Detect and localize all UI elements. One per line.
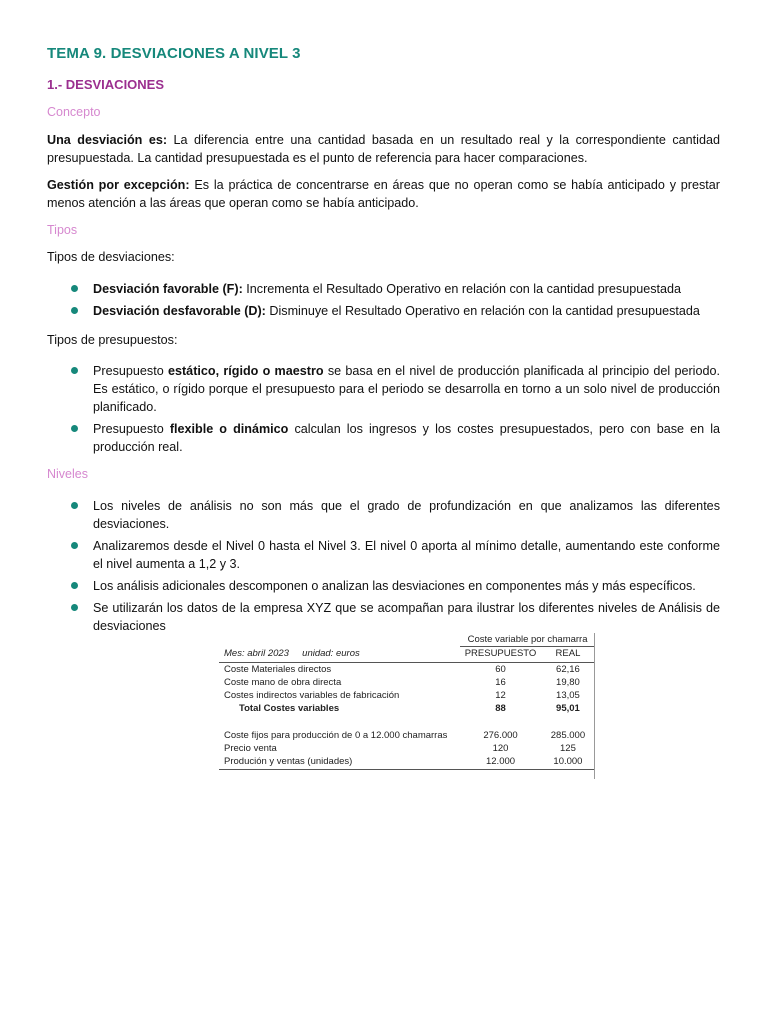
table-row — [219, 755, 595, 769]
paragraph-definicion — [47, 131, 720, 167]
row-real: 10.000 — [541, 755, 595, 769]
term-flexible: flexible o dinámico — [169, 422, 289, 436]
paragraph-gestion — [47, 176, 720, 212]
term-desfavorable: Desviación desfavorable (D): — [93, 304, 266, 318]
term-estatico: estático, rígido o maestro — [167, 364, 324, 378]
bullet-icon — [71, 367, 78, 374]
bullet-icon — [71, 542, 78, 549]
table-group-header: Coste variable por chamarra — [460, 633, 595, 647]
list-niveles — [47, 497, 720, 635]
list-item — [47, 420, 720, 456]
text-desfavorable: Disminuye el Resultado Operativo en relación con la cantidad presupuestada — [265, 304, 700, 318]
row-label: Total Costes variables — [239, 703, 340, 715]
row-real: 285.000 — [550, 729, 586, 741]
row-presupuesto: 12 — [495, 690, 506, 702]
bullet-icon — [71, 425, 78, 432]
row-label: Precio venta — [224, 743, 277, 755]
list-item — [47, 362, 720, 416]
bullet-icon — [71, 285, 78, 292]
row-real: 125 — [560, 743, 576, 755]
list-item — [47, 577, 720, 595]
text-niveles-4: Se utilizarán los datos de la empresa XYZ que se acompañan para ilustrar los diferentes niveles de Análisis de desviaciones — [93, 601, 720, 633]
text-prefix: Presupuesto — [93, 364, 168, 378]
list-item — [47, 497, 720, 533]
subheading-niveles: Niveles — [47, 467, 88, 481]
list-tipos-presupuestos — [47, 362, 720, 456]
table-unit: unidad: euros — [302, 648, 360, 660]
table-row-total — [219, 702, 595, 715]
table-right-border — [594, 633, 595, 779]
subheading-concepto: Concepto — [47, 105, 101, 119]
bullet-icon — [71, 307, 78, 314]
row-presupuesto: 276.000 — [483, 729, 518, 741]
row-label: Costes indirectos variables de fabricación — [224, 690, 400, 702]
row-label: Coste mano de obra directa — [224, 676, 342, 688]
table-row — [219, 742, 595, 755]
list-item — [47, 280, 720, 298]
table-row — [219, 662, 595, 676]
column-header-presupuesto: PRESUPUESTO — [464, 648, 537, 660]
text-favorable: Incrementa el Resultado Operativo en relación con la cantidad presupuestada — [242, 282, 682, 296]
row-label: Produción y ventas (unidades) — [219, 755, 460, 769]
row-real: 19,80 — [556, 676, 580, 688]
row-presupuesto: 60 — [495, 663, 506, 675]
section-heading-desviaciones: 1.- DESVIACIONES — [47, 77, 165, 92]
text-niveles-1: Los niveles de análisis no son más que el grado de profundización en que analizamos las diferentes desviaciones. — [93, 499, 720, 531]
bullet-icon — [71, 582, 78, 589]
tipos-presupuestos-intro: Tipos de presupuestos: — [47, 333, 178, 347]
table-month: Mes: abril 2023 — [224, 648, 289, 660]
term-favorable: Desviación favorable (F): — [93, 282, 243, 296]
row-presupuesto: 88 — [495, 703, 506, 715]
table-period-label — [219, 647, 460, 661]
list-item — [47, 302, 720, 320]
row-real: 13,05 — [556, 690, 580, 702]
definition-desviacion: La diferencia entre una cantidad basada en un resultado real y la correspondiente cantidad presupuestada. La cantidad presupuestada es el punto de referencia para hacer comparaciones. — [47, 133, 720, 165]
row-label: Coste Materiales directos — [224, 663, 332, 675]
row-presupuesto: 16 — [495, 676, 506, 688]
document-title: TEMA 9. DESVIACIONES A NIVEL 3 — [47, 45, 301, 62]
table-row — [219, 729, 595, 742]
row-real: 62,16 — [556, 663, 580, 675]
cost-data-table — [219, 633, 595, 779]
bullet-icon — [71, 502, 78, 509]
list-tipos-desviaciones — [47, 280, 720, 320]
table-row — [219, 676, 595, 689]
text-niveles-2: Analizaremos desde el Nivel 0 hasta el Nivel 3. El nivel 0 aporta al mínimo detalle, aumentando este conforme el nivel aumenta a 1,2 y 3. — [93, 539, 720, 571]
column-header-real: REAL — [555, 648, 581, 660]
text-flexible: calculan los ingresos y los costes presupuestados, pero con base en la producción real. — [93, 422, 721, 454]
row-presupuesto: 120 — [492, 743, 509, 755]
text-estatico: se basa en el nivel de producción planificada al principio del periodo. Es estático, o rígido porque el presupuesto para el periodo se desarrolla en torno a un solo nivel de producción planificado. — [93, 364, 720, 414]
list-item — [47, 599, 720, 635]
tipos-desviaciones-intro: Tipos de desviaciones: — [47, 250, 175, 264]
term-gestion: Gestión por excepción: — [47, 178, 190, 192]
row-real: 95,01 — [556, 703, 580, 715]
row-label: Coste fijos para producción de 0 a 12.000 chamarras — [224, 729, 448, 741]
text-niveles-3: Los análisis adicionales descomponen o analizan las desviaciones en componentes más y más específicos. — [93, 579, 696, 593]
list-item — [47, 537, 720, 573]
text-prefix: Presupuesto — [93, 422, 170, 436]
bullet-icon — [71, 604, 78, 611]
table-row — [219, 689, 595, 702]
definition-gestion: Es la práctica de concentrarse en áreas que no operan como se había anticipado y prestar menos atención a las áreas que operan como se había anticipado. — [47, 178, 720, 210]
row-presupuesto: 12.000 — [460, 755, 541, 769]
term-desviacion: Una desviación es: — [47, 133, 168, 147]
subheading-tipos: Tipos — [47, 223, 78, 237]
